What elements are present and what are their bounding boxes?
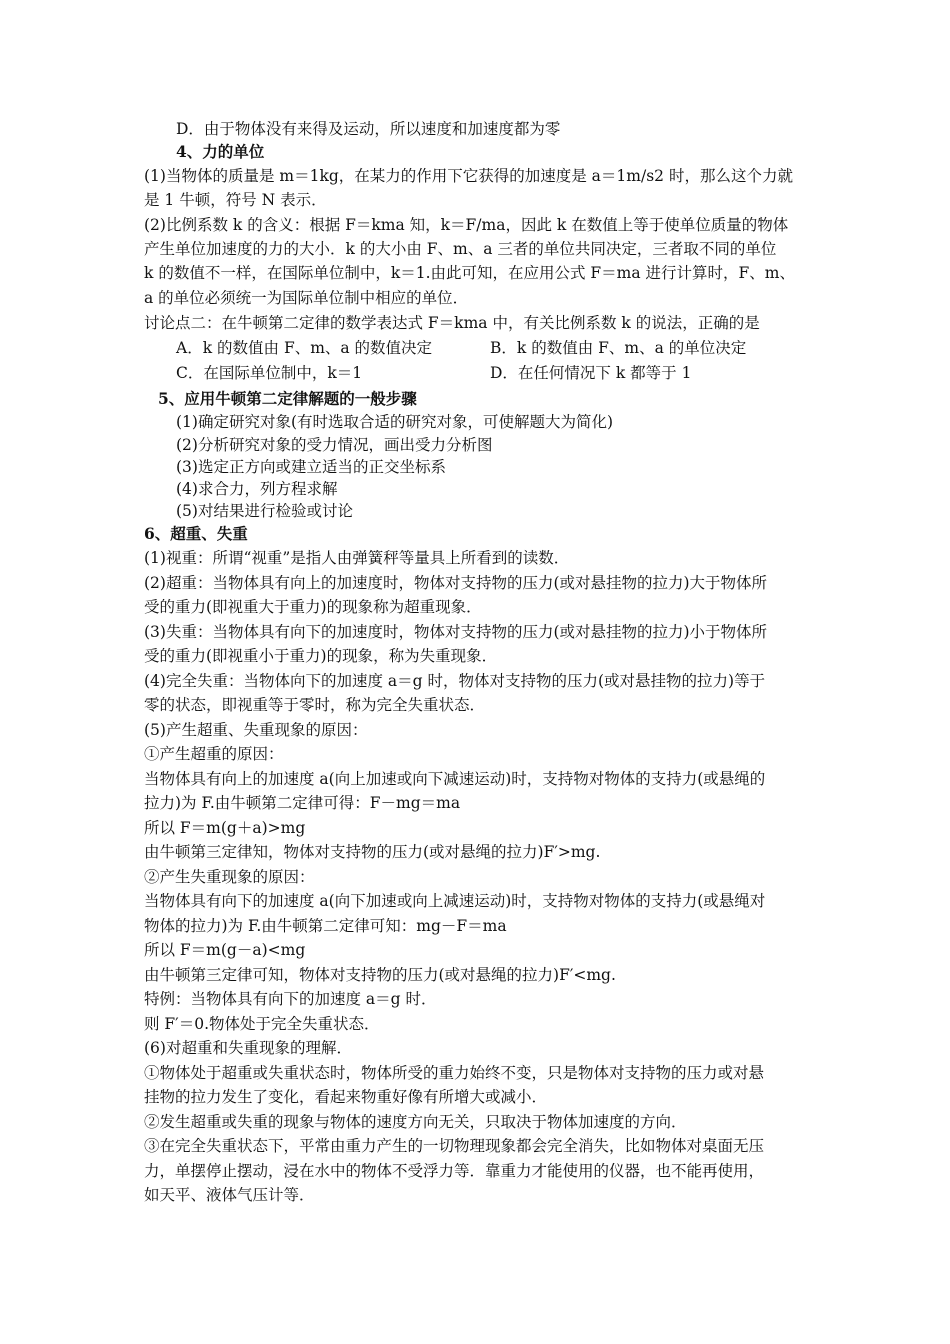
text-line: 受的重力(即视重大于重力)的现象称为超重现象． [144,598,482,616]
text-line: (5)产生超重、失重现象的原因： [144,721,368,739]
text-line: 由牛顿第三定律可知，物体对支持物的压力(或对悬绳的拉力)F′<mg. [144,966,616,984]
text-line: (3)失重：当物体具有向下的加速度时，物体对支持物的压力(或对悬挂物的拉力)小于物体所 [144,623,768,641]
text-line: ①产生超重的原因： [144,745,284,763]
text-line: k 的数值不一样，在国际单位制中，k＝1.由此可知，在应用公式 F＝ma 进行计算时，F、m、 [144,264,796,282]
text-line: ②发生超重或失重的现象与物体的速度方向无关，只取决于物体加速度的方向． [144,1113,687,1131]
step-1: (1)确定研究对象(有时选取合适的研究对象，可使解题大为简化) [176,413,614,431]
text-line: ①物体处于超重或失重状态时，物体所受的重力始终不变，只是物体对支持物的压力或对悬 [144,1064,765,1082]
text-line: 是 1 牛顿，符号 N 表示． [144,191,327,209]
text-line: 产生单位加速度的力的大小．k 的大小由 F、m、a 三者的单位共同决定，三者取不同的单位 [144,240,777,258]
text-line: 受的重力(即视重小于重力)的现象，称为失重现象． [144,647,498,665]
text-line: 当物体具有向上的加速度 a(向上加速或向下减速运动)时，支持物对物体的支持力(或悬绳的 [144,770,766,788]
option-d: D．在任何情况下 k 都等于 1 [490,364,692,382]
text-line: 零的状态，即视重等于零时，称为完全失重状态． [144,696,486,714]
text-line: ③在完全失重状态下，平常由重力产生的一切物理现象都会完全消失，比如物体对桌面无压 [144,1137,765,1155]
option-d-line: D．由于物体没有来得及运动，所以速度和加速度都为零 [176,120,561,138]
text-line: (6)对超重和失重现象的理解． [144,1039,352,1057]
step-5: (5)对结果进行检验或讨论 [176,502,353,520]
text-line: (2)超重：当物体具有向上的加速度时，物体对支持物的压力(或对悬挂物的拉力)大于物体所 [144,574,768,592]
step-2: (2)分析研究对象的受力情况，画出受力分析图 [176,436,493,454]
text-line: (1)视重：所谓“视重”是指人由弹簧秤等量具上所看到的读数． [144,549,570,567]
option-a: A．k 的数值由 F、m、a 的数值决定 [176,339,433,357]
text-line: 如天平、液体气压计等． [144,1186,315,1204]
text-line: 特例：当物体具有向下的加速度 a＝g 时． [144,990,437,1008]
section-heading-4: 4、力的单位 [176,142,265,161]
text-line: 拉力)为 F.由牛顿第二定律可得：F－mg＝ma [144,794,461,812]
step-3: (3)选定正方向或建立适当的正交坐标系 [176,458,446,476]
option-b: B．k 的数值由 F、m、a 的单位决定 [490,339,747,357]
equation-line: 所以 F＝m(g＋a)>mg [144,819,306,837]
text-line: ②产生失重现象的原因： [144,868,315,886]
text-line: 力，单摆停止摆动，浸在水中的物体不受浮力等．靠重力才能使用的仪器，也不能再使用， [144,1162,765,1180]
text-line: a 的单位必须统一为国际单位制中相应的单位． [144,289,469,307]
section-heading-6: 6、超重、失重 [144,524,248,543]
text-line: 物体的拉力)为 F.由牛顿第二定律可知：mg－F＝ma [144,917,507,935]
step-4: (4)求合力，列方程求解 [176,480,338,498]
text-line: 由牛顿第三定律知，物体对支持物的压力(或对悬绳的拉力)F′>mg. [144,843,601,861]
section-heading-5: 5、应用牛顿第二定律解题的一般步骤 [158,389,417,408]
text-line: (1)当物体的质量是 m＝1kg，在某力的作用下它获得的加速度是 a＝1m/s2 时，那么这个力就 [144,167,793,185]
text-line: 则 F′＝0.物体处于完全失重状态． [144,1015,380,1033]
text-line: (2)比例系数 k 的含义：根据 F＝kma 知，k＝F/ma，因此 k 在数值上等于使单位质量的物体 [144,216,789,234]
option-c: C．在国际单位制中，k＝1 [176,364,363,382]
option-row-cd [176,362,692,384]
equation-line: 所以 F＝m(g－a)<mg [144,941,306,959]
text-line: 挂物的拉力发生了变化，看起来物重好像有所增大或减小． [144,1088,548,1106]
option-row-ab [176,337,747,359]
text-line: 当物体具有向下的加速度 a(向下加速或向上减速运动)时，支持物对物体的支持力(或悬绳对 [144,892,766,910]
text-line: (4)完全失重：当物体向下的加速度 a＝g 时，物体对支持物的压力(或对悬挂物的拉力)等于 [144,672,766,690]
discussion-point-2: 讨论点二：在牛顿第二定律的数学表达式 F＝kma 中，有关比例系数 k 的说法，正确的是 [144,314,760,332]
